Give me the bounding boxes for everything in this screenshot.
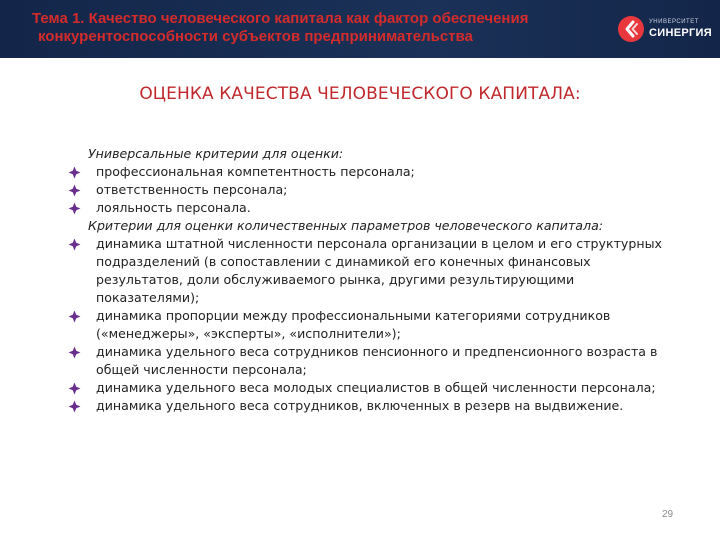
list-item xyxy=(68,163,678,181)
list-item xyxy=(68,307,678,343)
list-item-text: динамика удельного веса сотрудников пенсионного и предпенсионного возраста в общей численности персонала; xyxy=(96,344,658,377)
diamond-bullet-icon xyxy=(68,184,81,197)
list-item-text: ответственность персонала; xyxy=(96,182,288,197)
header-bar xyxy=(0,0,720,58)
topic-title xyxy=(32,10,592,46)
list-item xyxy=(68,235,678,307)
diamond-bullet-icon xyxy=(68,346,81,359)
section-subtitle-quantitative: Критерии для оценки количественных параметров человеческого капитала: xyxy=(88,218,604,233)
section-subtitle-universal: Универсальные критерии для оценки: xyxy=(88,146,344,161)
list-item-text: профессиональная компетентность персонала; xyxy=(96,164,415,179)
list-item xyxy=(68,181,678,199)
diamond-bullet-icon xyxy=(68,382,81,395)
list-item xyxy=(68,397,678,415)
logo-name: СИНЕРГИЯ xyxy=(649,27,712,39)
list-item-text: динамика штатной численности персонала организации в целом и его структурных подразделений (в сопоставлении с динамикой его конечных финансовых результатов, доли обслуживаемого рынка, другими результирующими показателями); xyxy=(96,236,662,305)
diamond-bullet-icon xyxy=(68,202,81,215)
university-logo xyxy=(618,16,718,46)
list-item xyxy=(68,343,678,379)
list-item xyxy=(68,379,678,397)
list-item-text: динамика удельного веса сотрудников, включенных в резерв на выдвижение. xyxy=(96,398,624,413)
slide-heading: ОЦЕНКА КАЧЕСТВА ЧЕЛОВЕЧЕСКОГО КАПИТАЛА: xyxy=(139,84,581,104)
topic-title-line-2: конкурентоспособности субъектов предпринимательства xyxy=(38,28,473,45)
diamond-bullet-icon xyxy=(68,238,81,251)
list-item xyxy=(68,199,678,217)
diamond-bullet-icon xyxy=(68,310,81,323)
diamond-bullet-icon xyxy=(68,166,81,179)
list-item-text: динамика пропорции между профессиональными категориями сотрудников («менеджеры», «эксперты», «исполнители»); xyxy=(96,308,611,341)
slide-content xyxy=(68,145,678,415)
synergy-logo-icon xyxy=(618,16,644,42)
page-number: 29 xyxy=(662,509,674,520)
list-item-text: лояльность персонала. xyxy=(96,200,251,215)
list-item-text: динамика удельного веса молодых специалистов в общей численности персонала; xyxy=(96,380,656,395)
topic-title-line-1: Тема 1. Качество человеческого капитала как фактор обеспечения xyxy=(32,10,529,27)
logo-caption: УНИВЕРСИТЕТ xyxy=(649,19,699,25)
diamond-bullet-icon xyxy=(68,400,81,413)
